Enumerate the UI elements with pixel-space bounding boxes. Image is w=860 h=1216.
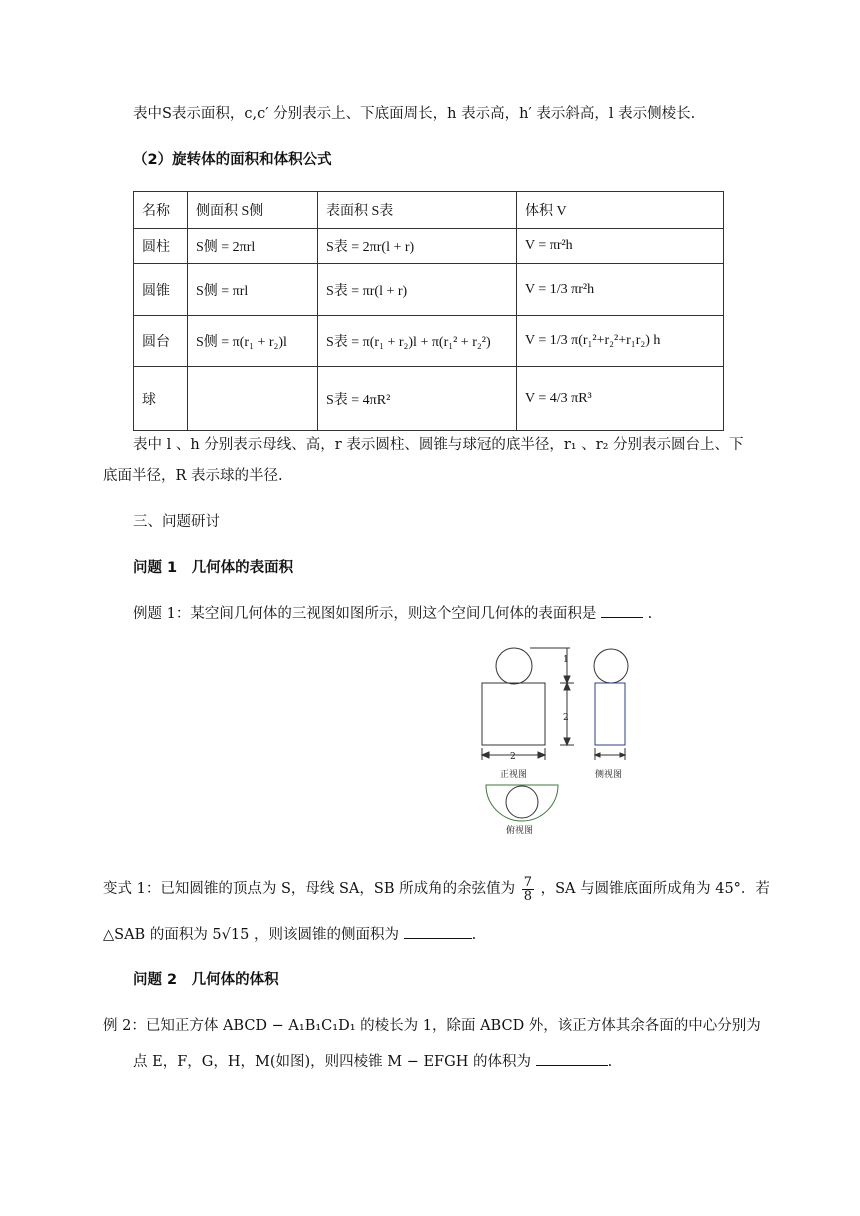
fraction-numerator: 7 [523, 874, 532, 890]
fraction-denominator: 8 [523, 888, 532, 904]
table-note-line-2: 底面半径，R 表示球的半径. [103, 468, 283, 484]
intro-line: 表中S表示面积，c,c′ 分别表示上、下底面周长，h 表示高，h′ 表示斜高，l 表示侧棱长. [133, 106, 696, 122]
side-view-cylinder [595, 683, 625, 745]
row-lateral [188, 367, 318, 431]
variant-1-text-a: 变式 1：已知圆锥的顶点为 S，母线 SA，SB 所成角的余弦值为 [103, 881, 516, 897]
header-name: 名称 [134, 192, 188, 229]
table-header-row [134, 192, 724, 229]
dim-label-2-vertical: 2 [563, 713, 569, 723]
header-surface: 表面积 S表 [318, 192, 517, 229]
row-name: 球 [134, 367, 188, 431]
row-volume: V = 1/3 π(r₁²+r₂²+r₁r₂) h [517, 316, 724, 367]
variant-1-line-1 [103, 872, 770, 906]
top-view-circle [506, 786, 538, 818]
row-volume: V = 4/3 πR³ [517, 367, 724, 431]
example-2-text: 点 E，F，G，H，M(如图)，则四棱锥 M − EFGH 的体积为 [133, 1054, 531, 1070]
answer-blank [601, 603, 643, 618]
variant-1-line-2: △SAB 的面积为 5√15 ，则该圆锥的侧面积为 . [103, 924, 476, 945]
formula-table [133, 191, 724, 431]
header-volume: 体积 V [517, 192, 724, 229]
row-volume: V = 1/3 πr²h [517, 264, 724, 316]
header-lateral: 侧面积 S侧 [188, 192, 318, 229]
row-name: 圆柱 [134, 229, 188, 264]
row-name: 圆台 [134, 316, 188, 367]
answer-blank [536, 1051, 608, 1066]
top-view-semicircle [486, 785, 558, 821]
section-2-title: （2）旋转体的面积和体积公式 [133, 152, 332, 168]
table-row [134, 264, 724, 316]
dim-label-2-horizontal: 2 [510, 752, 516, 762]
variant-1-text-b: ，SA 与圆锥底面所成角为 45°．若 [540, 881, 770, 897]
row-surface: S表 = 2πr(l + r) [318, 229, 517, 264]
row-volume: V = πr²h [517, 229, 724, 264]
table-note-line-1: 表中 l 、h 分别表示母线、高，r 表示圆柱、圆锥与球冠的底半径，r₁ 、r₂ 分别表示圆台上、下 [133, 437, 744, 453]
example-2-line-2: 点 E，F，G，H，M(如图)，则四棱锥 M − EFGH 的体积为 . [133, 1051, 612, 1072]
table-row [134, 316, 724, 367]
variant-1-text-c: △SAB 的面积为 5√15 ，则该圆锥的侧面积为 [103, 927, 399, 943]
front-view-sphere [496, 648, 532, 684]
row-lateral: S侧 = 2πrl [188, 229, 318, 264]
front-view-label: 正视图 [500, 770, 528, 780]
row-surface: S表 = π(r₁ + r₂)l + π(r₁² + r₂²) [318, 316, 517, 367]
example-1-question: 例题 1：某空间几何体的三视图如图所示，则这个空间几何体的表面积是 [133, 606, 597, 622]
variant-1-fraction [522, 876, 534, 903]
dim-label-1: 1 [563, 655, 569, 665]
example-1-text [133, 603, 652, 624]
row-lateral: S侧 = π(r₁ + r₂)l [188, 316, 318, 367]
example-1-period: . [647, 606, 653, 622]
row-lateral: S侧 = πrl [188, 264, 318, 316]
row-surface: S表 = 4πR² [318, 367, 517, 431]
side-view-sphere [594, 649, 628, 683]
problem-2-title: 问题 2 几何体的体积 [133, 972, 279, 988]
top-view-label: 俯视图 [506, 826, 534, 836]
answer-blank [404, 924, 472, 939]
row-surface: S表 = πr(l + r) [318, 264, 517, 316]
section-3-title: 三、问题研讨 [133, 514, 220, 530]
example-2-line-1: 例 2：已知正方体 ABCD − A₁B₁C₁D₁ 的棱长为 1，除面 ABCD 外，该正方体其余各面的中心分别为 [103, 1018, 761, 1034]
side-view-label: 侧视图 [595, 770, 623, 780]
three-view-figure [470, 640, 640, 840]
table-row [134, 367, 724, 431]
row-name: 圆锥 [134, 264, 188, 316]
front-view-cylinder [482, 683, 545, 745]
problem-1-title: 问题 1 几何体的表面积 [133, 560, 294, 576]
table-row [134, 229, 724, 264]
